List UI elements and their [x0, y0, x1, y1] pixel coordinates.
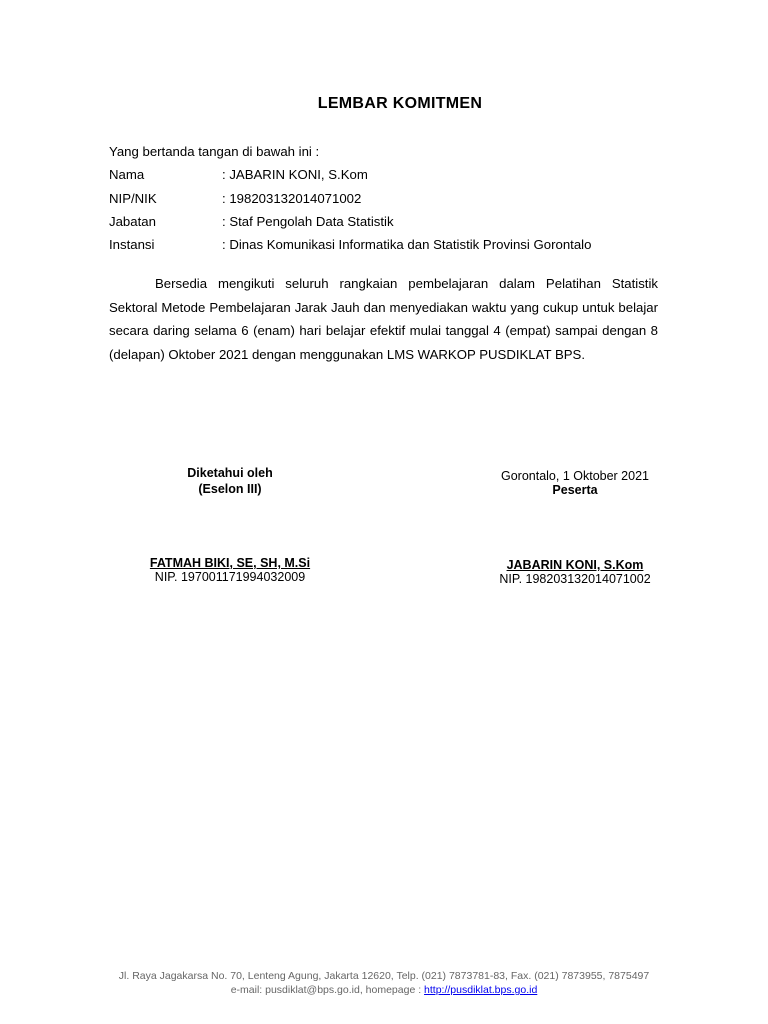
right-signature-place-date: Gorontalo, 1 Oktober 2021 [500, 469, 649, 483]
right-signature-block [470, 469, 680, 586]
commitment-paragraph: Bersedia mengikuti seluruh rangkaian pembelajaran dalam Pelatihan Statistik Sektoral Metode Pembelajaran Jarak Jauh dan menyediakan waktu yang cukup untuk belajar secara daring selama 6 (enam) hari belajar efektif mulai tanggal 4 (empat) sampai dengan 8 (delapan) Oktober 2021 dengan menggunakan LMS WARKOP PUSDIKLAT BPS. [109, 276, 658, 362]
field-label: Instansi [109, 237, 155, 252]
right-signature-name: JABARIN KONI, S.Kom [506, 558, 644, 572]
homepage-link[interactable]: http://pusdiklat.bps.go.id [424, 984, 538, 996]
field-value: : 198203132014071002 [222, 191, 362, 206]
document-title: LEMBAR KOMITMEN [317, 95, 483, 112]
field-label: Jabatan [109, 214, 156, 229]
left-signature-name: FATMAH BIKI, SE, SH, M.Si [149, 556, 311, 570]
right-signature-role: Peserta [552, 483, 598, 497]
field-nama [109, 167, 368, 182]
field-value: : JABARIN KONI, S.Kom [222, 167, 368, 182]
field-label: Nama [109, 167, 145, 182]
field-value: : Dinas Komunikasi Informatika dan Statistik Provinsi Gorontalo [222, 237, 592, 252]
left-signature-block [120, 466, 340, 584]
field-instansi [109, 237, 591, 252]
left-signature-subheading: (Eselon III) [198, 482, 262, 496]
field-value: : Staf Pengolah Data Statistik [222, 214, 394, 229]
footer [0, 969, 768, 997]
field-jabatan [109, 214, 394, 229]
footer-contact [0, 983, 768, 997]
footer-contact-prefix: e-mail: pusdiklat@bps.go.id, homepage : [230, 984, 425, 996]
right-signature-nip: NIP. 198203132014071002 [499, 572, 651, 586]
intro-text: Yang bertanda tangan di bawah ini : [109, 144, 320, 159]
left-signature-nip: NIP. 197001171994032009 [154, 570, 306, 584]
field-nip [109, 191, 361, 206]
field-label: NIP/NIK [109, 191, 157, 206]
left-signature-heading: Diketahui oleh [187, 466, 273, 480]
footer-address: Jl. Raya Jagakarsa No. 70, Lenteng Agung, Jakarta 12620, Telp. (021) 7873781-83, Fax. (021) 7873955, 7875497 [118, 970, 650, 982]
